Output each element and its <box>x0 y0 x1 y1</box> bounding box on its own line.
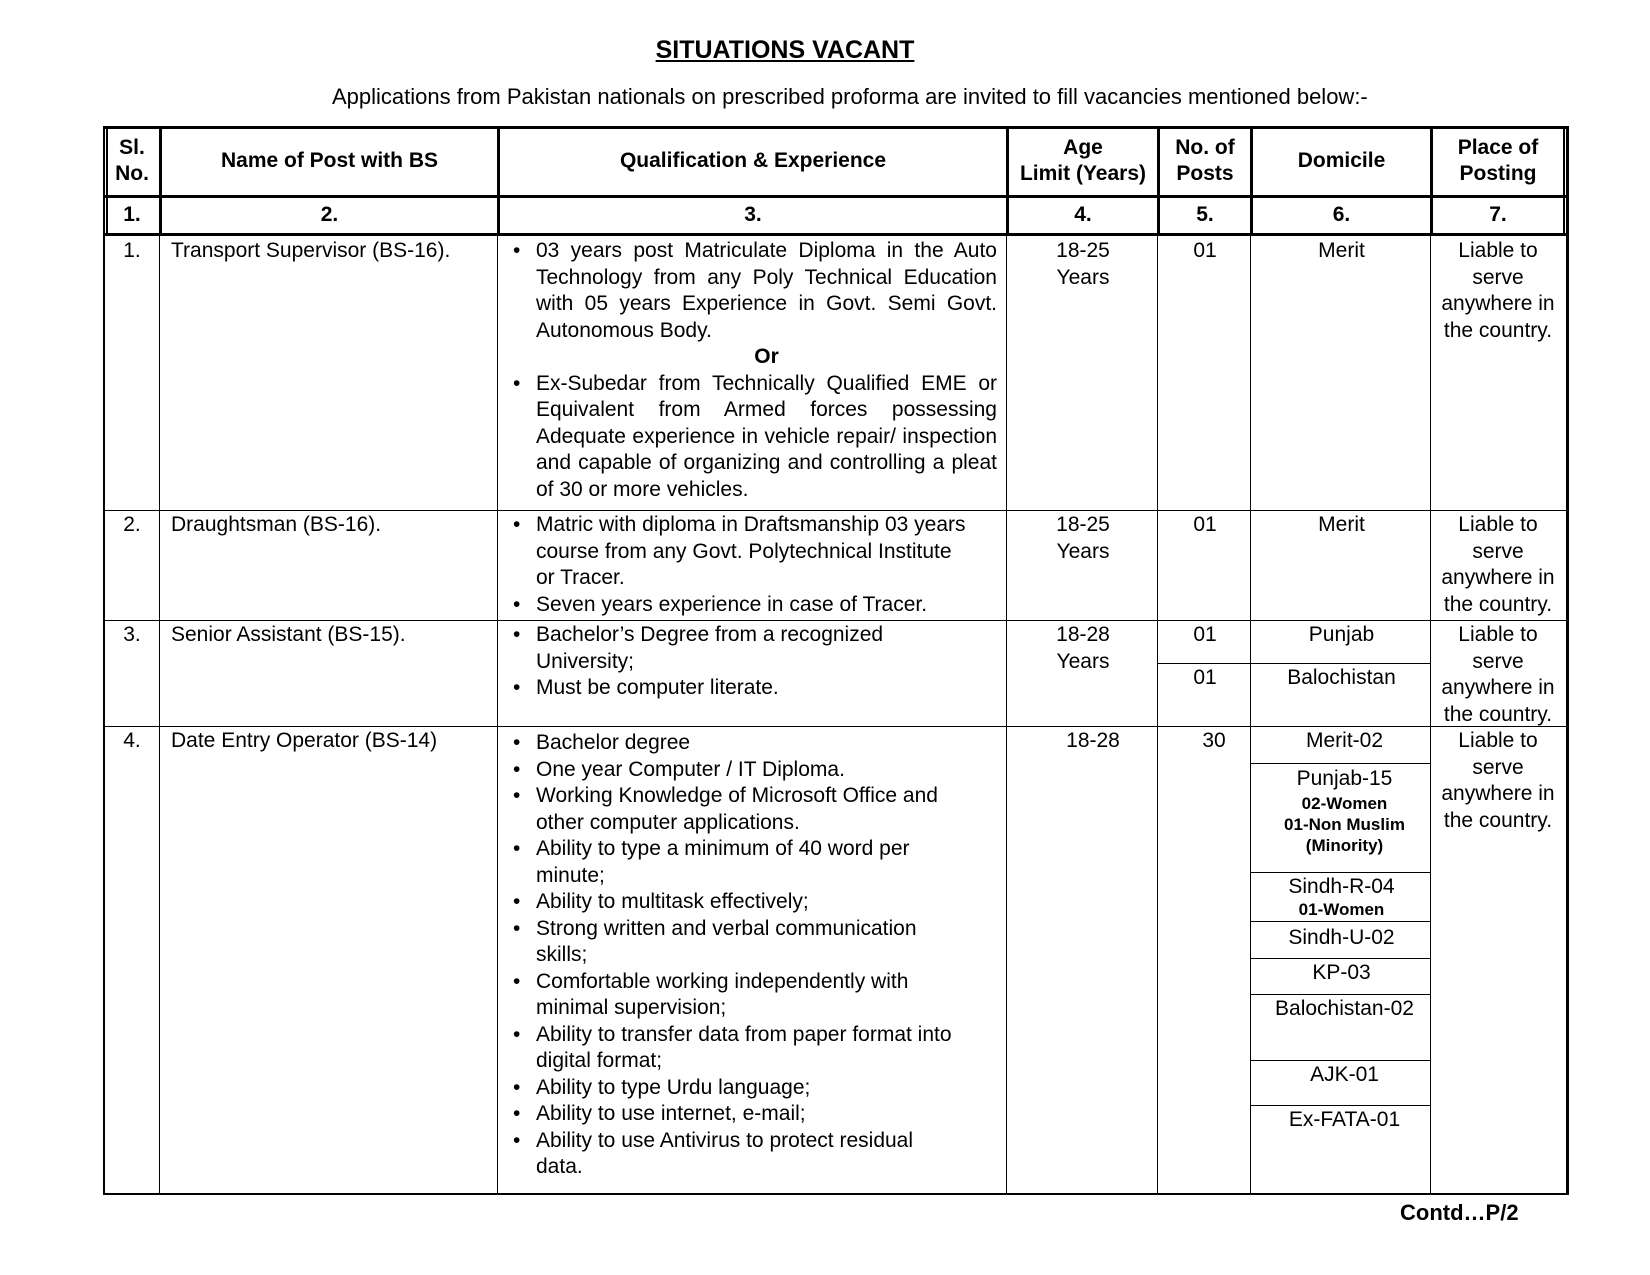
domicile-quota: 01-Non Muslim <box>1284 814 1405 834</box>
age-line: Years <box>1056 539 1110 563</box>
place-line: serve <box>1472 755 1524 779</box>
row-place <box>1433 238 1563 344</box>
row-sl: 2. <box>123 513 141 536</box>
header-domicile: Domicile <box>1297 149 1386 172</box>
vacancies-table <box>103 126 1569 1196</box>
qualification-item: • Ability to use internet, e-mail; <box>507 1101 957 1128</box>
row-sl: 3. <box>123 623 141 646</box>
header-sl-line: No. <box>115 162 149 185</box>
page-title: SITUATIONS VACANT <box>655 36 915 64</box>
domicile-punjab-label: Punjab-15 <box>1296 767 1393 790</box>
row-age <box>1009 238 1157 291</box>
row-posts: 01 <box>1193 239 1217 262</box>
header-age-line: Limit (Years) <box>1019 162 1147 185</box>
row-qualification <box>507 730 957 1181</box>
place-line: anywhere in <box>1441 676 1555 699</box>
col-number: 7. <box>1489 203 1507 226</box>
header-age <box>1009 135 1157 187</box>
domicile-ajk: AJK-01 <box>1310 1063 1379 1086</box>
row-post: Date Entry Operator (BS-14) <box>171 729 438 752</box>
header-double-right <box>1563 126 1565 236</box>
place-line: serve <box>1472 649 1524 673</box>
qualification-item: • Ex-Subedar from Technically Qualified EME or Equivalent from Armed forces possessing Adequate experience in vehicle repair/ inspection and capable of organizing and controlling a pleat of 30 or more vehicles. <box>507 371 997 504</box>
qualification-item: • Must be computer literate. <box>507 675 937 702</box>
place-line: serve <box>1472 265 1524 289</box>
row-sub-sep <box>1157 663 1431 664</box>
qualification-item: • Ability to use Antivirus to protect residual data. <box>507 1128 957 1181</box>
row-qualification <box>507 622 937 702</box>
qualification-item: • Comfortable working independently with minimal supervision; <box>507 969 957 1022</box>
domicile-sep <box>1250 921 1431 922</box>
row-post: Draughtsman (BS-16). <box>171 513 382 536</box>
header-place-line: Place of <box>1457 136 1539 159</box>
header-bottom <box>103 233 1569 236</box>
row-qualification <box>507 512 967 618</box>
row-domicile: Merit <box>1318 239 1365 262</box>
row-age <box>1009 622 1157 675</box>
domicile-punjab <box>1253 766 1436 856</box>
place-line: Liable to <box>1458 729 1538 752</box>
qualification-item: • Bachelor’s Degree from a recognized University; <box>507 622 937 675</box>
header-sl-line: Sl. <box>119 136 145 159</box>
header-post: Name of Post with BS <box>220 149 439 172</box>
domicile-sindh-r <box>1253 874 1430 920</box>
row-post: Senior Assistant (BS-15). <box>171 623 406 646</box>
header-sl <box>105 135 159 187</box>
row-sl: 4. <box>123 729 141 752</box>
header-age-line: Age <box>1063 136 1103 159</box>
place-line: Liable to <box>1458 239 1538 262</box>
domicile-sep <box>1250 763 1431 764</box>
row-domicile: Balochistan <box>1287 666 1396 689</box>
domicile-sindh-r-label: Sindh-R-04 <box>1288 875 1395 898</box>
qualification-item: • One year Computer / IT Diploma. <box>507 757 957 784</box>
col-number: 3. <box>744 203 762 226</box>
col-sep <box>497 236 498 1195</box>
header-place-line: Posting <box>1459 162 1537 185</box>
place-line: the country. <box>1443 702 1553 726</box>
row-post: Transport Supervisor (BS-16). <box>171 239 451 262</box>
place-line: serve <box>1472 539 1524 563</box>
domicile-quota: 02-Women <box>1301 793 1388 813</box>
col-sep <box>1250 236 1251 1195</box>
place-line: the country. <box>1443 808 1553 832</box>
row-place <box>1433 728 1563 834</box>
header-posts-line: No. of <box>1175 136 1235 159</box>
domicile-sep <box>1250 958 1431 959</box>
row-age <box>1009 512 1157 565</box>
continued-note: Contd…P/2 <box>1400 1200 1519 1225</box>
table-border-top <box>103 126 1569 129</box>
col-sep <box>1006 236 1007 1195</box>
row-posts: 30 <box>1202 729 1226 752</box>
row-domicile: Merit <box>1318 513 1365 536</box>
col-number: 2. <box>320 203 339 226</box>
place-line: anywhere in <box>1441 292 1555 315</box>
or-separator: Or <box>754 345 779 368</box>
col-sep <box>1430 236 1431 1195</box>
domicile-sep <box>1250 1060 1431 1061</box>
domicile-sep <box>1250 1105 1431 1106</box>
row-qualification <box>507 238 997 503</box>
domicile-fata: Ex-FATA-01 <box>1288 1108 1401 1131</box>
col-number: 1. <box>123 203 141 226</box>
domicile-merit: Merit-02 <box>1305 729 1384 752</box>
domicile-quota: (Minority) <box>1305 835 1384 855</box>
row-posts: 01 <box>1193 666 1217 689</box>
intro-text: Applications from Pakistan nationals on prescribed proforma are invited to fill vacancies mentioned below:- <box>332 84 1368 109</box>
domicile-sindh-u: Sindh-U-02 <box>1288 926 1395 949</box>
row-place <box>1433 622 1563 728</box>
qualification-item: • Bachelor degree <box>507 730 957 757</box>
qualification-item: • Ability to type Urdu language; <box>507 1075 957 1102</box>
col-number: 5. <box>1196 203 1214 226</box>
domicile-quota: 01-Women <box>1298 900 1385 919</box>
table-border-right <box>1566 126 1569 1195</box>
place-line: anywhere in <box>1441 566 1555 589</box>
row-posts: 01 <box>1193 513 1217 536</box>
age-line: Years <box>1056 265 1110 289</box>
qualification-item: • Working Knowledge of Microsoft Office and other computer applications. <box>507 783 957 836</box>
place-line: the country. <box>1443 318 1553 342</box>
header-divider <box>103 195 1569 198</box>
qualification-item: • Strong written and verbal communication skills; <box>507 916 957 969</box>
age-line: 18-25 <box>1056 513 1110 536</box>
row-posts: 01 <box>1193 623 1217 646</box>
row-age: 18-28 <box>1066 729 1120 752</box>
domicile-sep <box>1250 994 1431 995</box>
place-line: Liable to <box>1458 513 1538 536</box>
qualification-item: • Ability to transfer data from paper format into digital format; <box>507 1022 957 1075</box>
qualification-item: • Ability to multitask effectively; <box>507 889 957 916</box>
col-number: 6. <box>1332 203 1351 226</box>
row-sep <box>103 510 1569 511</box>
qualification-item: • Seven years experience in case of Tracer. <box>507 592 967 619</box>
place-line: anywhere in <box>1441 782 1555 805</box>
domicile-sep <box>1250 872 1431 873</box>
col-sep <box>1157 236 1158 1195</box>
row-sep <box>103 620 1569 621</box>
row-sl: 1. <box>123 239 141 262</box>
place-line: the country. <box>1443 592 1553 616</box>
age-line: Years <box>1056 649 1110 673</box>
col-number: 4. <box>1074 203 1092 226</box>
age-line: 18-25 <box>1056 239 1110 262</box>
qualification-item: • 03 years post Matriculate Diploma in the Auto Technology from any Poly Technical Education with 05 years Experience in Govt. Semi Govt. Autonomous Body. <box>507 238 997 344</box>
header-posts-line: Posts <box>1176 162 1234 185</box>
domicile-kp: KP-03 <box>1312 961 1371 984</box>
header-posts <box>1160 135 1250 187</box>
qualification-item: • Matric with diploma in Draftsmanship 03 years course from any Govt. Polytechnical Institute or Tracer. <box>507 512 967 592</box>
col-sep <box>159 236 160 1195</box>
table-border-left <box>103 126 105 1195</box>
row-sep <box>103 726 1569 727</box>
header-qualification: Qualification & Experience <box>619 149 887 172</box>
row-domicile: Punjab <box>1308 623 1375 646</box>
qualification-item: • Ability to type a minimum of 40 word per minute; <box>507 836 957 889</box>
age-line: 18-28 <box>1056 623 1110 646</box>
row-place <box>1433 512 1563 618</box>
table-border-bottom <box>103 1193 1569 1195</box>
place-line: Liable to <box>1458 623 1538 646</box>
header-place <box>1433 135 1563 187</box>
domicile-balochistan: Balochistan-02 <box>1275 997 1414 1020</box>
